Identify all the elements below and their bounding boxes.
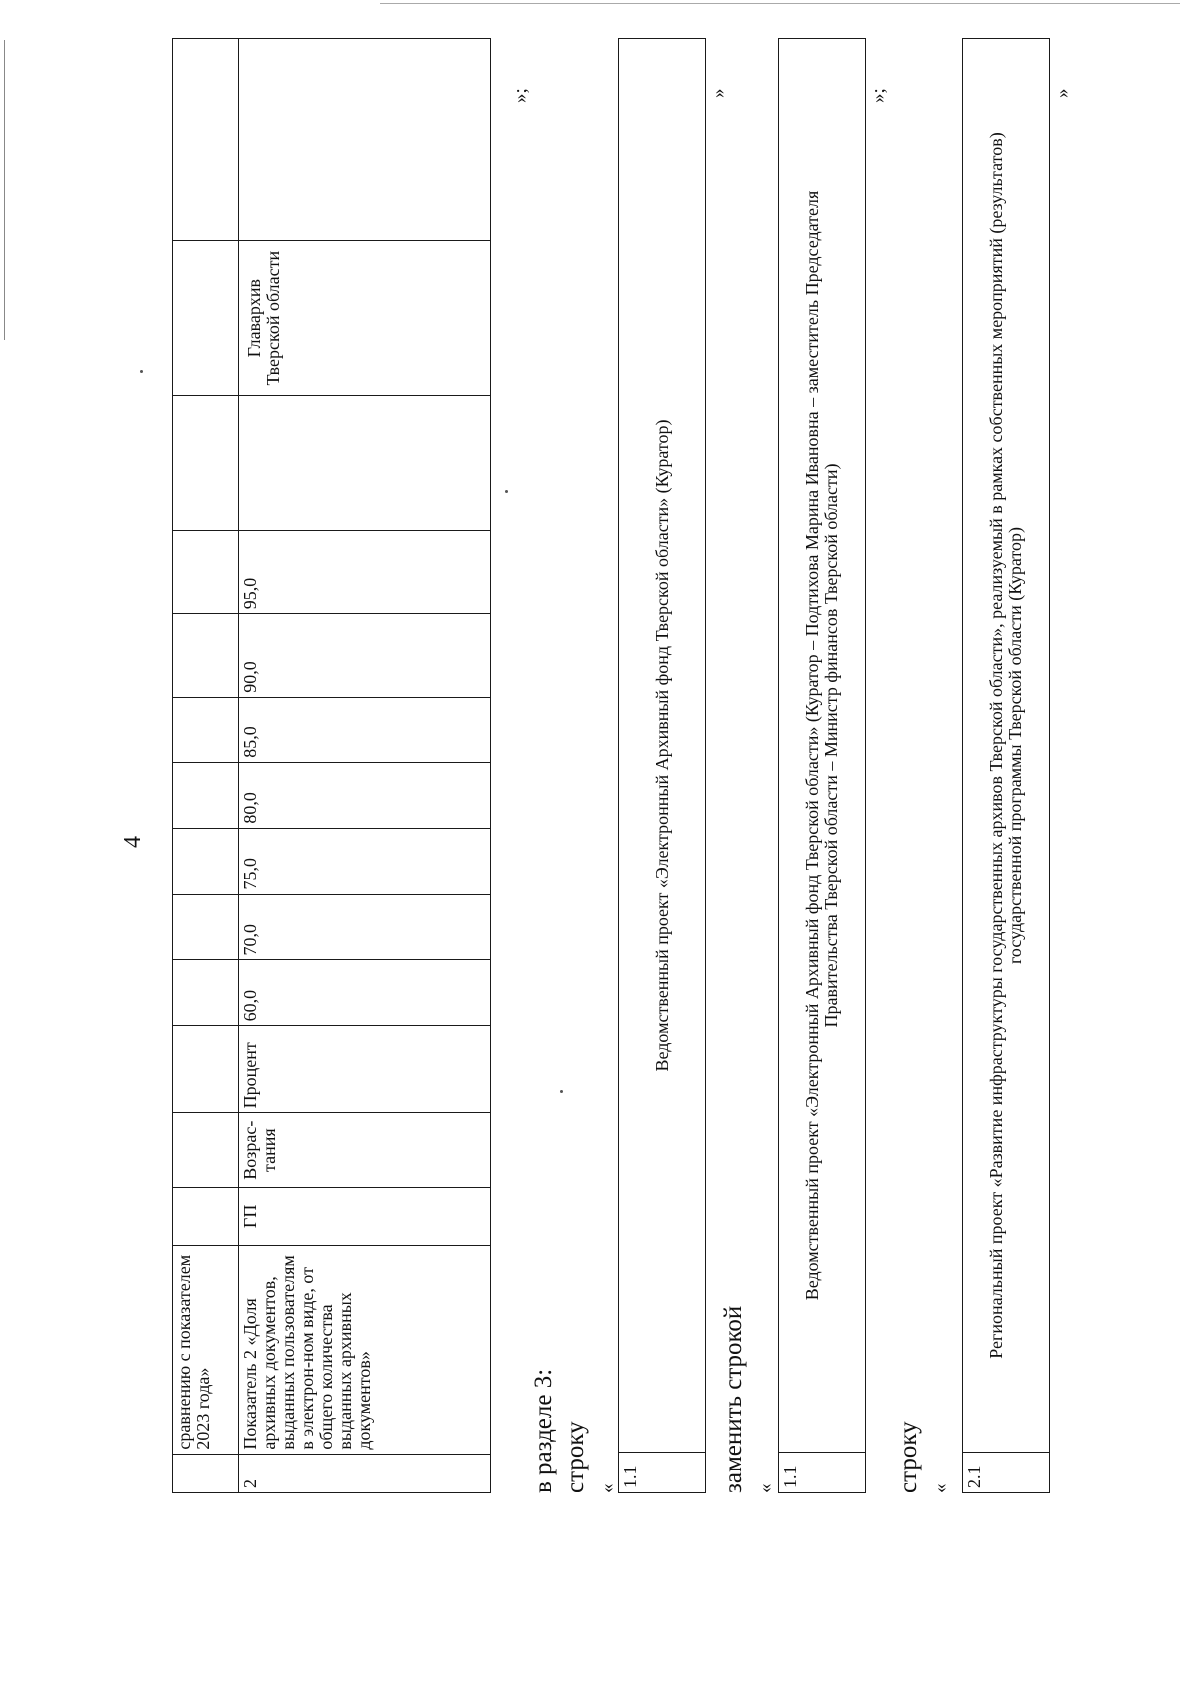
table-row (963, 39, 1050, 1493)
cell-indicator-name: сравнению с показателем 2023 года» (173, 1245, 239, 1454)
open-quote-3: « (930, 1483, 951, 1493)
scan-speck (505, 490, 508, 493)
table-row (619, 39, 706, 1493)
page-number: 4 (120, 836, 146, 848)
cell-project-text: Ведомственный проект «Электронный Архивный фонд Тверской области» (Куратор) (619, 39, 706, 1453)
cell-extra (239, 39, 491, 241)
instruction-row-3: строку (895, 1421, 922, 1493)
cell-dynamics: Возрас-тания (239, 1113, 491, 1187)
cell-value: 80,0 (239, 762, 491, 828)
cell-value: 85,0 (239, 697, 491, 762)
row-table-old-1-1 (618, 38, 706, 1493)
table-row-indicator-2 (239, 39, 491, 1493)
cell-num: 2 (239, 1454, 491, 1492)
cell-num: 1.1 (779, 1453, 866, 1493)
scan-edge-left (4, 40, 5, 340)
cell-value: 90,0 (239, 614, 491, 698)
cell-value: 70,0 (239, 894, 491, 960)
cell-num (173, 1454, 239, 1492)
open-quote-1: « (597, 1483, 618, 1493)
scan-edge-top (380, 3, 1180, 4)
section-intro: в разделе 3: (530, 1368, 557, 1493)
cell-value: 75,0 (239, 828, 491, 894)
instruction-replace: заменить строкой (720, 1305, 747, 1493)
cell-value: 60,0 (239, 960, 491, 1026)
cell-num: 2.1 (963, 1453, 1050, 1493)
instruction-row-1: строку (562, 1421, 589, 1493)
cell-num: 1.1 (619, 1453, 706, 1493)
cell-value (239, 395, 491, 530)
cell-responsible: Главархив Тверской области (239, 241, 491, 396)
indicators-table (172, 38, 491, 1493)
table-end-mark: »; (510, 88, 531, 103)
scan-speck (140, 370, 143, 373)
open-quote-2: « (755, 1483, 776, 1493)
row-table-old-2-1 (962, 38, 1050, 1493)
scan-speck (560, 1090, 563, 1093)
cell-value: 95,0 (239, 530, 491, 614)
cell-unit: Процент (239, 1026, 491, 1113)
table-row-previous (173, 39, 239, 1493)
cell-project-text: Ведомственный проект «Электронный Архивный фонд Тверской области» (Куратор – Подтихова Марина Ивановна – заместитель Председателя Правительства Тверской области – Министр финансов Тверской области) (779, 39, 866, 1453)
table-row (779, 39, 866, 1493)
cell-indicator-name: Показатель 2 «Доля архивных документов, выданных пользователям в электрон-ном виде, от общего количества выданных архивных документов» (239, 1245, 491, 1454)
cell-level: ГП (239, 1187, 491, 1245)
cell-project-text: Региональный проект «Развитие инфраструктуры государственных архивов Тверской области», реализуемый в рамках собственных мероприятий (результатов) государственной программы Тверской области (Куратор) (963, 39, 1050, 1453)
row-old-2-end: » (1052, 88, 1073, 98)
row-old-1-end: » (708, 88, 729, 98)
row-new-1-end: »; (868, 88, 889, 103)
row-table-new-1-1 (778, 38, 866, 1493)
